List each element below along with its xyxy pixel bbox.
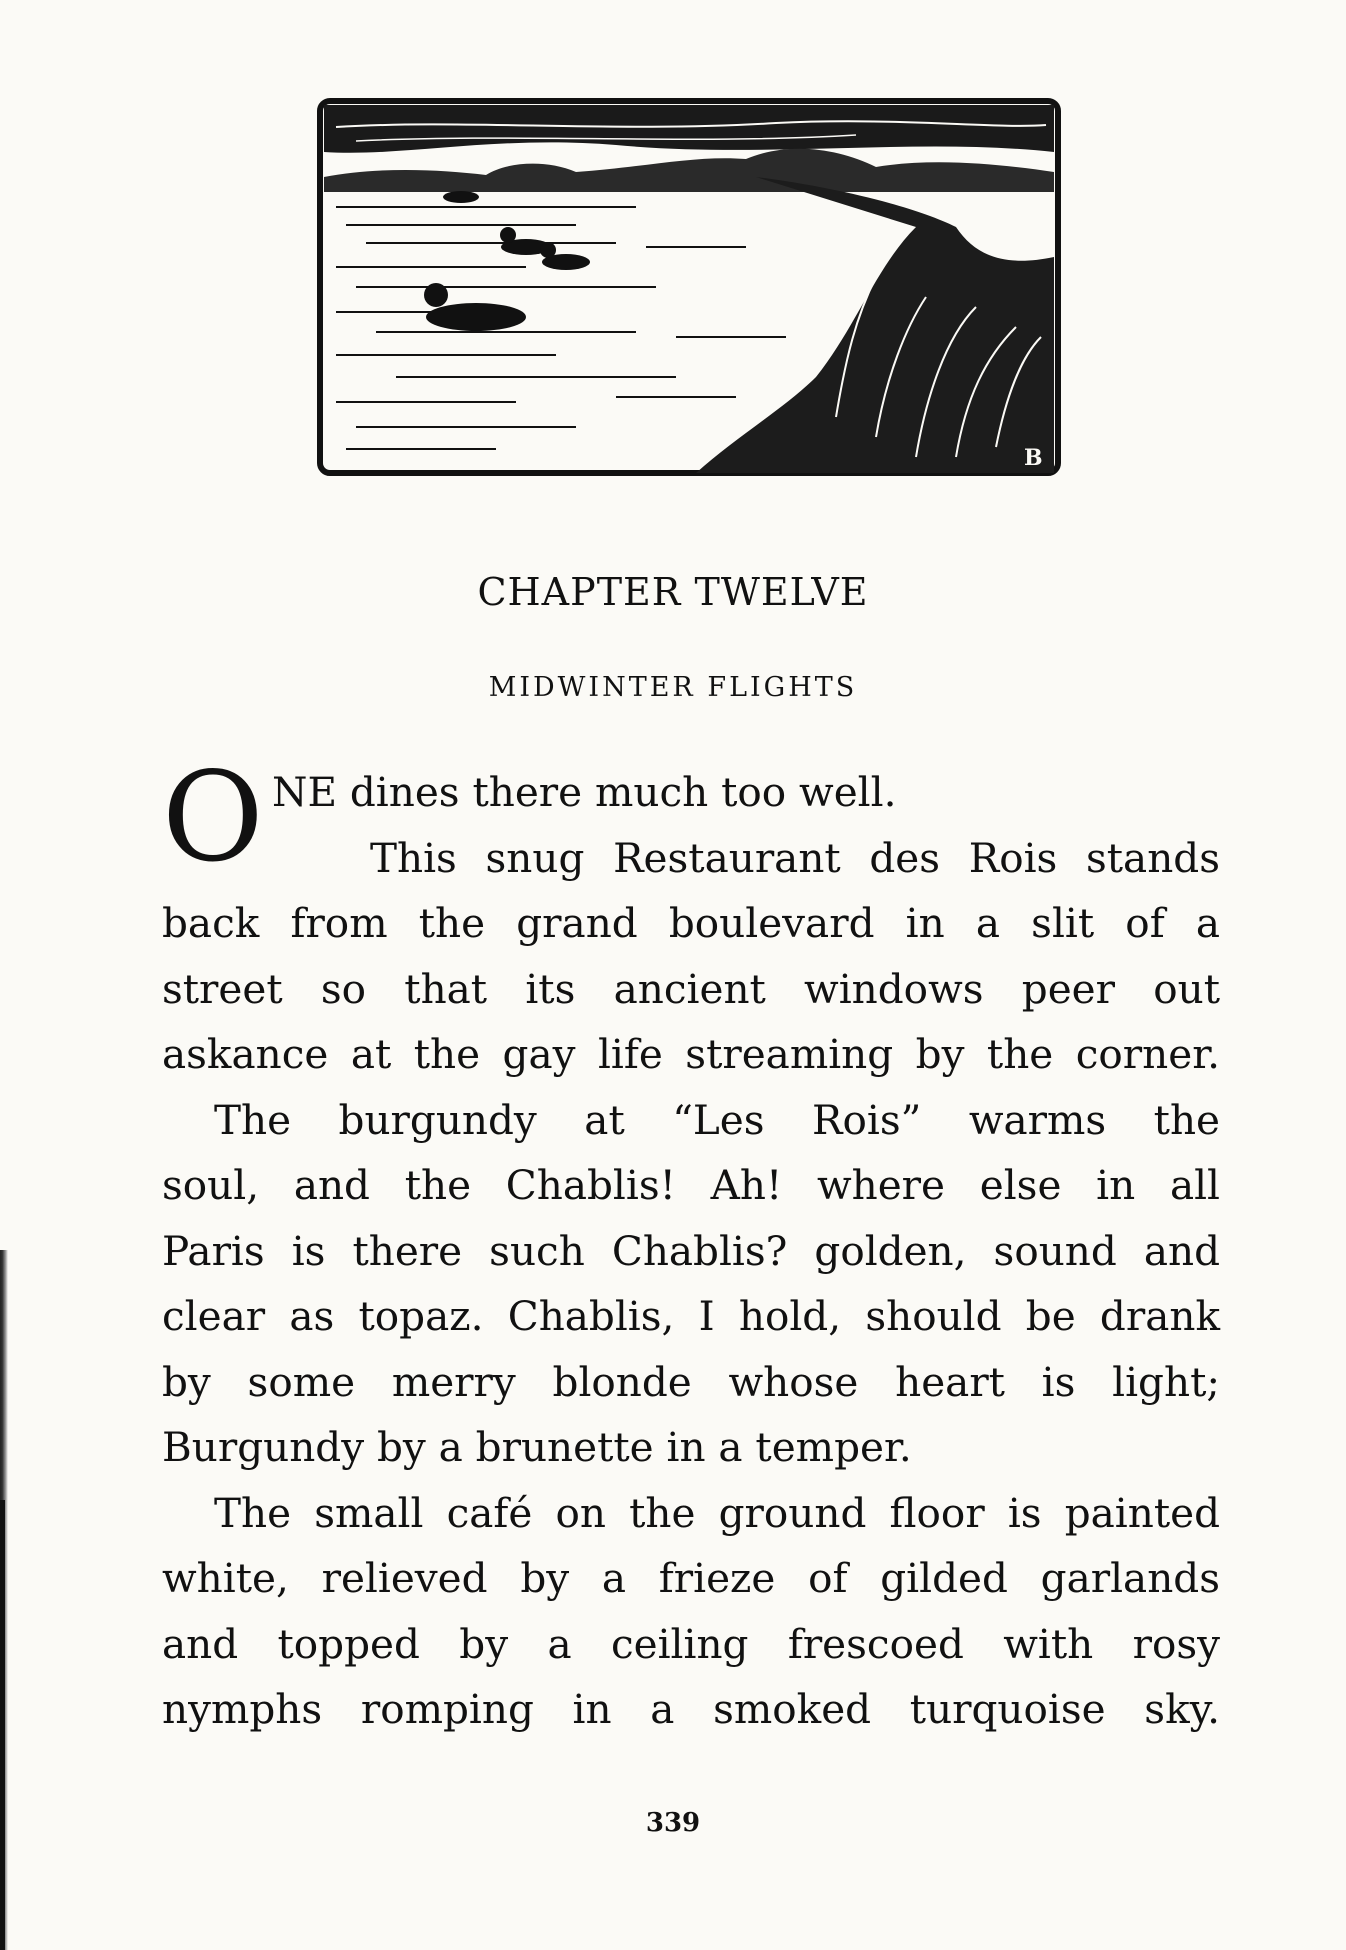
binding-edge	[0, 1500, 5, 1950]
text-line: white, relieved by a frieze of gilded garlands	[162, 1554, 1220, 1602]
text-line: The burgundy at “Les Rois” warms the	[214, 1095, 1220, 1144]
drop-cap: O	[162, 746, 264, 890]
chapter-subtitle: MIDWINTER FLIGHTS	[488, 672, 858, 703]
text-line: by some merry blonde whose heart is light;	[162, 1357, 1220, 1406]
text-line: back from the grand boulevard in a slit of a	[162, 899, 1220, 947]
text-line: askance at the gay life streaming by the corner.	[162, 1030, 1220, 1078]
text-line: street so that its ancient windows peer out	[162, 964, 1220, 1013]
lake-ducks-engraving-icon	[316, 97, 1062, 477]
text-line: The small café on the ground floor is painted	[214, 1488, 1220, 1537]
text-line: and topped by a ceiling frescoed with rosy	[162, 1619, 1220, 1668]
text-line: nymphs romping in a smoked turquoise sky.	[162, 1685, 1220, 1733]
opening-text: NE dines there much too well.	[272, 768, 897, 816]
text-line: Paris is there such Chablis? golden, sound and	[162, 1226, 1220, 1275]
artist-monogram: B	[1024, 445, 1043, 471]
text-line: soul, and the Chablis! Ah! where else in all	[162, 1161, 1220, 1209]
text-line: clear as topaz. Chablis, I hold, should be drank	[162, 1292, 1220, 1340]
chapter-illustration	[316, 97, 1062, 477]
chapter-title: CHAPTER TWELVE	[477, 570, 869, 614]
page-number: 339	[645, 1808, 701, 1838]
body-text	[162, 746, 1220, 1743]
text-line: This snug Restaurant des Rois stands	[370, 833, 1220, 882]
text-line: Burgundy by a brunette in a temper.	[162, 1423, 912, 1471]
